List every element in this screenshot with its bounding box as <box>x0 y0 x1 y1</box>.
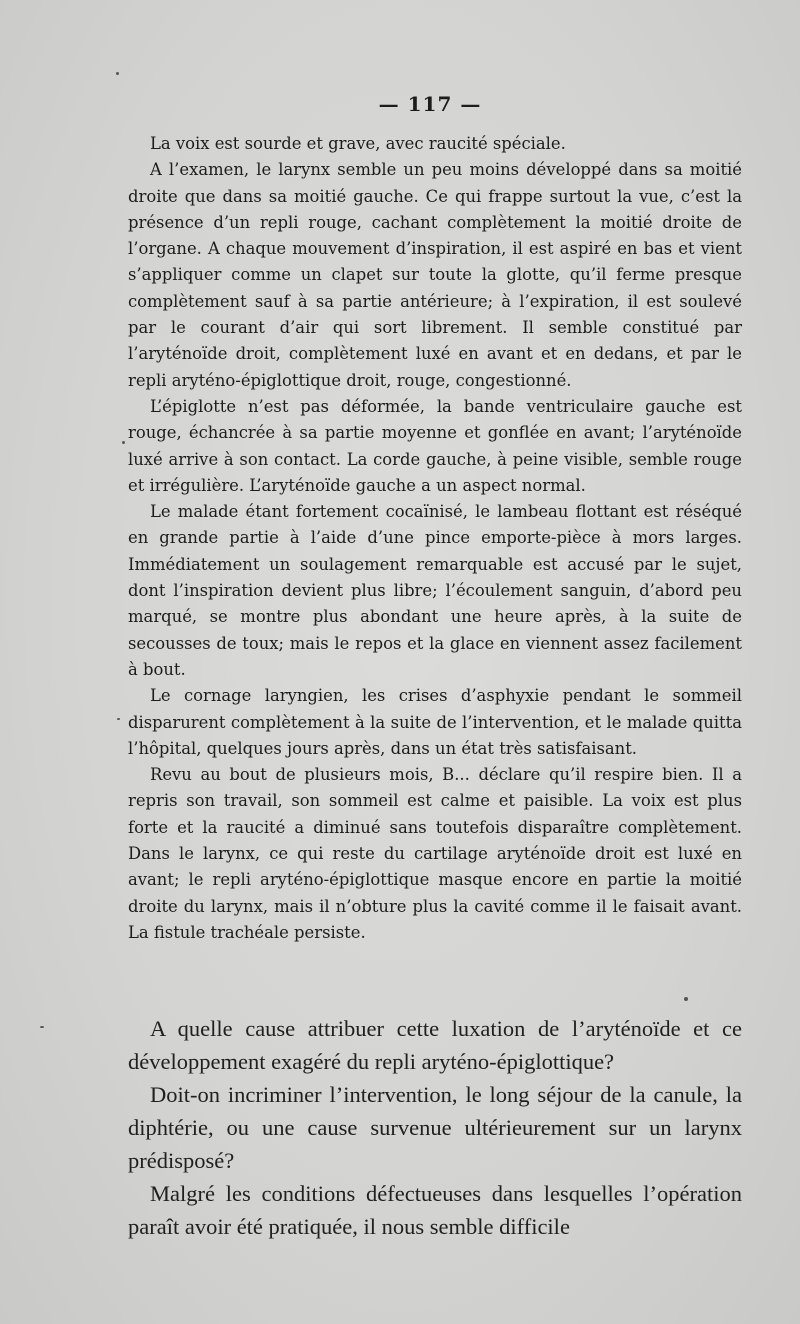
paragraph: Malgré les conditions défectueuses dans lesquelles l’opération paraît avoir été pratiquée, il nous semble difficile <box>128 1181 742 1239</box>
paragraph: L’épiglotte n’est pas déformée, la bande ventriculaire gauche est rouge, échancrée à sa partie moyenne et gonflée en avant; l’aryténoïde luxé arrive à son contact. La corde gauche, à peine visible, semble rouge et irrégulière. L’aryténoïde gauche a un aspect normal. <box>128 396 742 495</box>
print-speck <box>117 718 120 720</box>
page-number: — 117 — <box>378 92 482 116</box>
paragraph: Le malade étant fortement cocaïnisé, le lambeau flottant est réséqué en grande partie à l’aide d’une pince emporte-pièce à mors larges. Immédiatement un soulagement remarquable est accusé par le sujet, dont l’inspiration devient plus libre; l’écoulement sanguin, d’abord peu marqué, se montre plus abondant une heure après, à la suite de secousses de toux; mais le repos et la glace en viennent assez facilement à bout. <box>128 502 742 679</box>
paragraph: Le cornage laryngien, les crises d’asphyxie pendant le sommeil disparurent complètement à la suite de l’intervention, et le malade quitta l’hôpital, quelques jours après, dans un état très satisfaisant. <box>128 686 742 758</box>
print-speck <box>122 441 125 444</box>
print-speck <box>116 72 119 75</box>
paragraph: A l’examen, le larynx semble un peu moins développé dans sa moitié droite que dans sa moitié gauche. Ce qui frappe surtout la vue, c’est la présence d’un repli rouge, cachant complètement la moitié droite de l’organe. A chaque mouvement d’inspiration, il est aspiré en bas et vient s’appliquer comme un clapet sur toute la glotte, qu’il ferme presque complètement sauf à sa partie antérieure; à l’expiration, il est soulevé par le courant d’air qui sort librement. Il semble constitué par l’aryténoïde droit, complètement luxé en avant et en dedans, et par le repli aryténo-épiglottique droit, rouge, congestionné. <box>128 160 742 390</box>
paragraph: La voix est sourde et grave, avec raucité spéciale. <box>150 134 566 153</box>
print-speck <box>40 1026 44 1028</box>
paragraph: Revu au bout de plusieurs mois, B... déclare qu’il respire bien. Il a repris son travail, son sommeil est calme et paisible. La voix est plus forte et la raucité a diminué sans toutefois disparaître complètement. Dans le larynx, ce qui reste du cartilage aryténoïde droit est luxé en avant; le repli aryténo-épiglottique masque encore en partie la moitié droite du larynx, mais il n’obture plus la cavité comme il le faisait avant. La fistule trachéale persiste. <box>128 765 742 942</box>
paragraph: Doit-on incriminer l’intervention, le long séjour de la canule, la diphtérie, ou une cause survenue ultérieurement sur un larynx prédisposé? <box>128 1082 742 1173</box>
print-speck <box>684 997 688 1001</box>
case-report-text <box>128 131 742 946</box>
paragraph: A quelle cause attribuer cette luxation de l’aryténoïde et ce développement exagéré du repli aryténo-épiglottique? <box>128 1016 742 1074</box>
discussion-text <box>128 1012 742 1243</box>
